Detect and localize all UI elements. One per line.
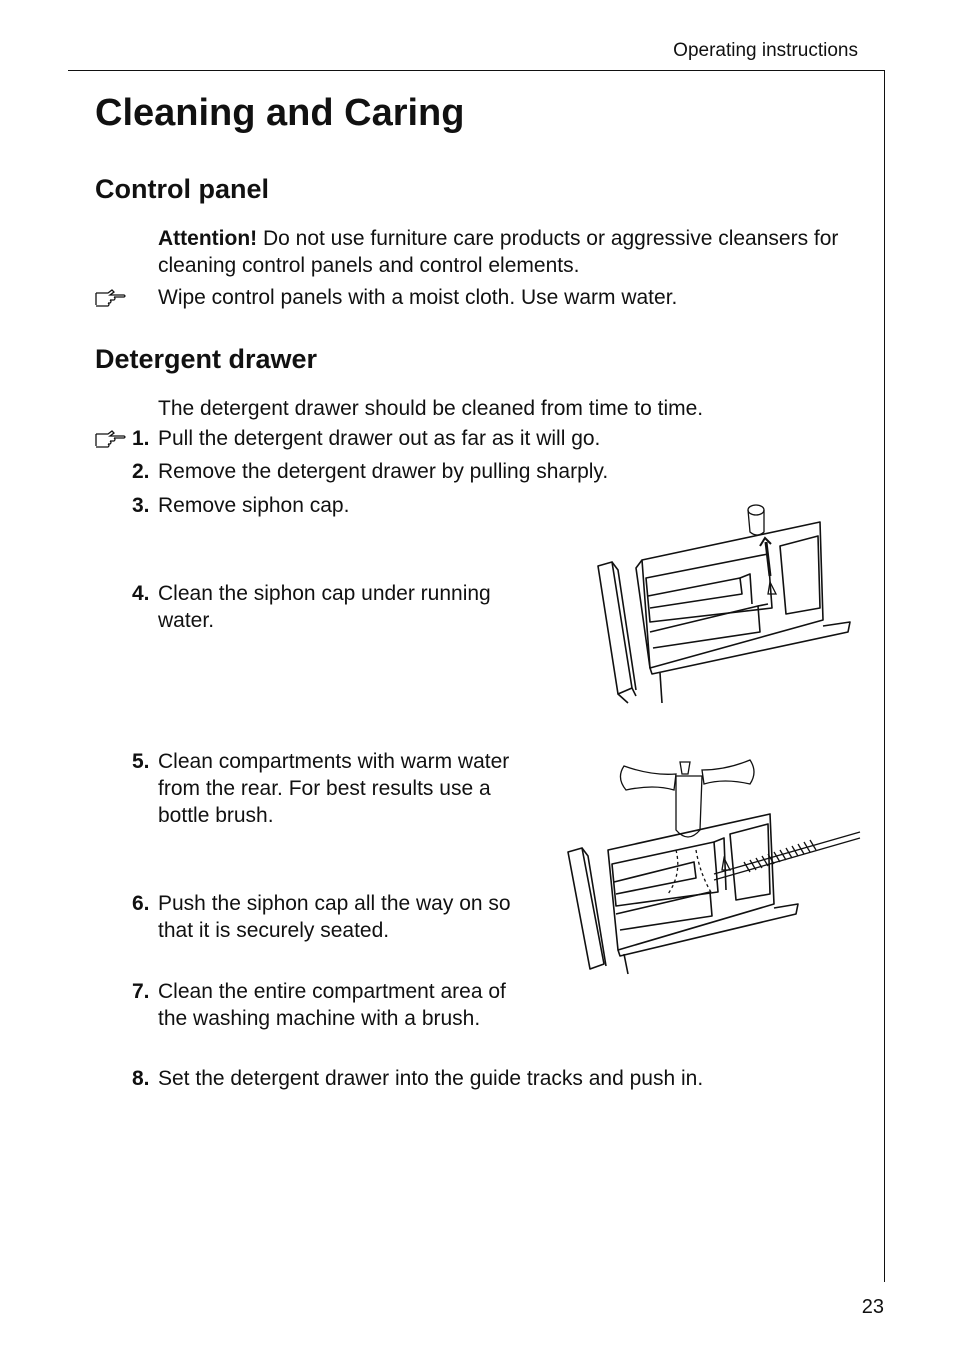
step-text: Pull the detergent drawer out as far as it will go.: [158, 427, 601, 450]
step-number: 7.: [132, 980, 150, 1003]
step-text: Remove the detergent drawer by pulling sharply.: [158, 460, 609, 483]
running-header: Operating instructions: [673, 40, 858, 61]
step-number: 2.: [132, 460, 150, 483]
step-number: 8.: [132, 1067, 150, 1090]
detergent-drawer-heading: Detergent drawer: [95, 344, 318, 374]
step-text: Clean the entire compartment area of the washing machine with a brush.: [158, 980, 506, 1030]
pointing-hand-icon: [94, 289, 128, 309]
control-panel-instruction: Wipe control panels with a moist cloth. Use warm water.: [158, 286, 678, 309]
page-number: 23: [861, 1296, 884, 1318]
step-number: 3.: [132, 494, 150, 517]
step-number: 5.: [132, 750, 150, 773]
attention-label: Attention!: [158, 227, 258, 250]
step-number: 4.: [132, 582, 150, 605]
margin-rule: [884, 70, 885, 1282]
pointing-hand-icon: [94, 430, 128, 450]
header-rule: [68, 70, 885, 71]
attention-note: [158, 225, 848, 279]
step-text: Push the siphon cap all the way on so that it is securely seated.: [158, 892, 511, 942]
bottle-brush-illustration: [564, 754, 864, 976]
step-number: 1.: [132, 427, 150, 450]
detergent-drawer-intro: The detergent drawer should be cleaned from time to time.: [158, 397, 704, 420]
step-text: Clean compartments with warm water from the rear. For best results use a bottle brush.: [158, 750, 510, 827]
step-text: Clean the siphon cap under running water.: [158, 582, 491, 632]
step-text: Remove siphon cap.: [158, 494, 350, 517]
page-title: Cleaning and Caring: [95, 92, 465, 134]
step-text: Set the detergent drawer into the guide tracks and push in.: [158, 1067, 704, 1090]
control-panel-heading: Control panel: [95, 174, 269, 204]
attention-text: Do not use furniture care products or aggressive cleansers for cleaning control panels and control elements.: [158, 227, 839, 277]
step-number: 6.: [132, 892, 150, 915]
drawer-siphon-illustration: [590, 498, 860, 706]
